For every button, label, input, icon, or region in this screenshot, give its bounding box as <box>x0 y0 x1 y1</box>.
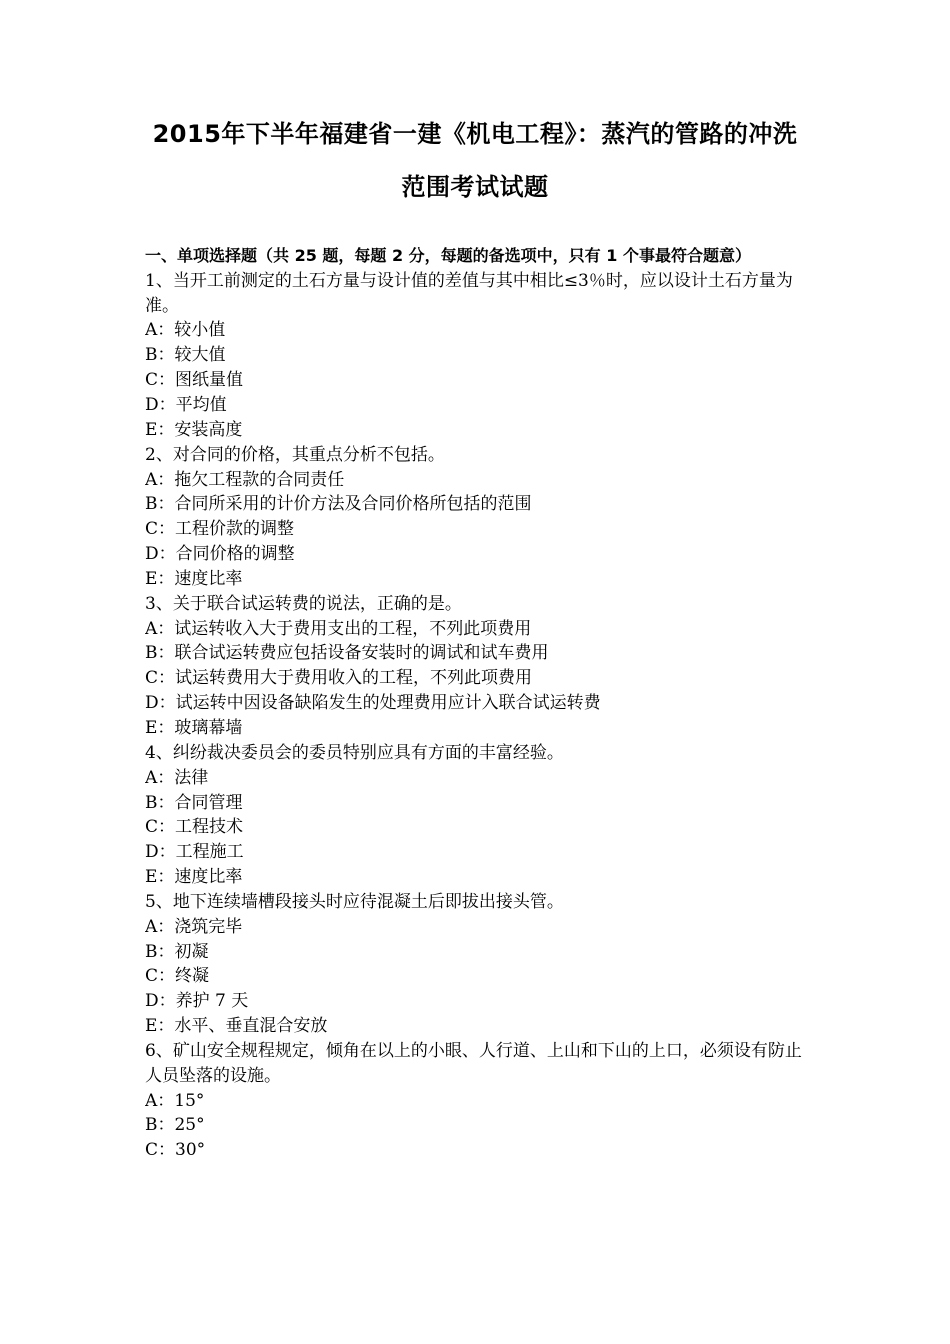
option-a: A：拖欠工程款的合同责任 <box>145 469 345 490</box>
question-stem: 6、矿山安全规程规定，倾角在以上的小眼、人行道、上山和下山的上口，必须设有防止人员坠落的设施。 <box>145 1040 802 1086</box>
question-stem: 3、关于联合试运转费的说法，正确的是。 <box>145 593 462 614</box>
option-b: B：初凝 <box>145 941 209 962</box>
document-title-line-1: 2015年下半年福建省一建《机电工程》：蒸汽的管路的冲洗 <box>152 120 798 148</box>
option-a: A：15° <box>145 1090 205 1111</box>
option-b: B：较大值 <box>145 345 226 366</box>
question-2 <box>145 443 810 592</box>
section-heading: 一、单项选择题（共 25 题，每题 2 分，每题的备选项中，只有 1 个事最符合题意） <box>145 246 751 265</box>
question-6 <box>145 1039 810 1163</box>
option-a: A：浇筑完毕 <box>145 916 243 937</box>
option-b: B：25° <box>145 1115 205 1136</box>
option-e: E：水平、垂直混合安放 <box>145 1016 328 1037</box>
option-c: C：工程价款的调整 <box>145 519 295 540</box>
option-d: D：试运转中因设备缺陷发生的处理费用应计入联合试运转费 <box>145 693 601 714</box>
question-1 <box>145 269 810 443</box>
option-e: E：速度比率 <box>145 867 243 888</box>
question-stem: 5、地下连续墙槽段接头时应待混凝土后即拔出接头管。 <box>145 891 564 912</box>
option-d: D：养护 7 天 <box>145 991 249 1012</box>
option-e: E：玻璃幕墙 <box>145 717 243 738</box>
option-e: E：速度比率 <box>145 568 243 589</box>
document-body <box>145 244 810 1163</box>
option-b: B：合同所采用的计价方法及合同价格所包括的范围 <box>145 494 532 515</box>
option-c: C：图纸量值 <box>145 370 244 391</box>
option-c: C：终凝 <box>145 966 210 987</box>
document-title-line-2: 范围考试试题 <box>401 173 549 201</box>
option-a: A：较小值 <box>145 320 226 341</box>
option-c: C：30° <box>145 1140 206 1161</box>
question-3 <box>145 592 810 741</box>
option-a: A：法律 <box>145 767 209 788</box>
option-d: D：合同价格的调整 <box>145 544 295 565</box>
question-4 <box>145 741 810 890</box>
option-a: A：试运转收入大于费用支出的工程，不列此项费用 <box>145 618 532 639</box>
option-d: D：平均值 <box>145 395 227 416</box>
question-stem: 2、对合同的价格，其重点分析不包括。 <box>145 444 445 465</box>
option-c: C：工程技术 <box>145 817 244 838</box>
option-b: B：联合试运转费应包括设备安装时的调试和试车费用 <box>145 643 549 664</box>
option-e: E：安装高度 <box>145 419 243 440</box>
question-stem: 1、当开工前测定的土石方量与设计值的差值与其中相比≤3％时，应以设计土石方量为准。 <box>145 270 793 316</box>
question-stem: 4、纠纷裁决委员会的委员特别应具有方面的丰富经验。 <box>145 742 564 763</box>
option-c: C：试运转费用大于费用收入的工程，不列此项费用 <box>145 668 533 689</box>
option-b: B：合同管理 <box>145 792 243 813</box>
question-5 <box>145 890 810 1039</box>
option-d: D：工程施工 <box>145 842 244 863</box>
